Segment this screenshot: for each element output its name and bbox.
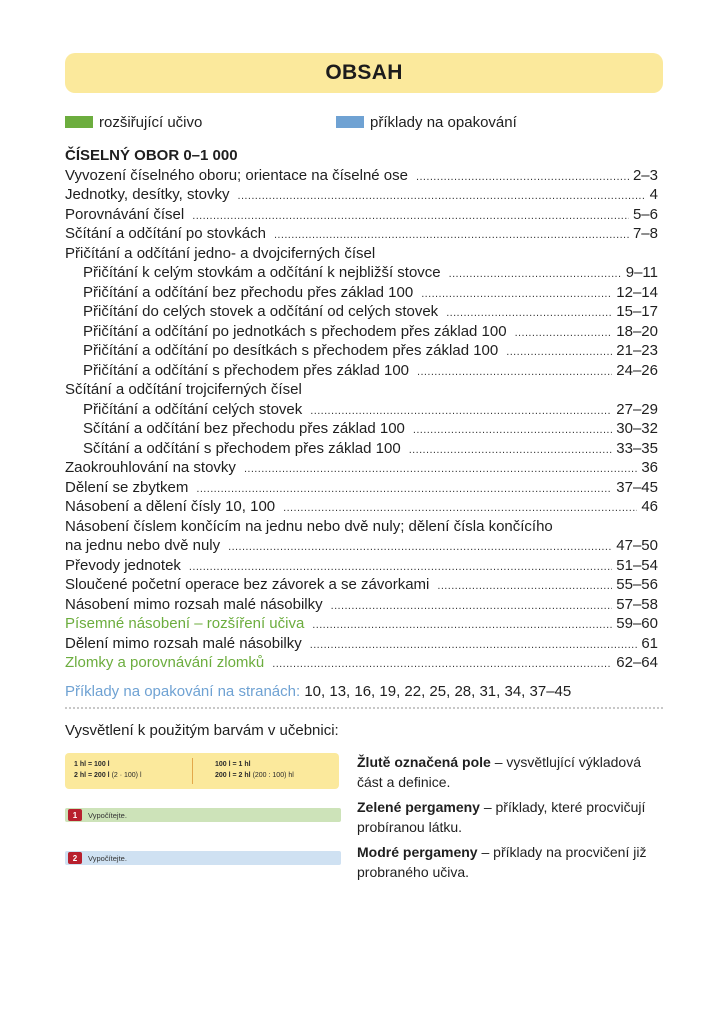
toc-label: Sloučené početní operace bez závorek a se závorkami	[65, 576, 430, 593]
toc-label: Porovnávání čísel	[65, 205, 185, 223]
toc-entry-extension[interactable]	[65, 653, 658, 673]
leader-dots	[413, 421, 612, 441]
exercise-instruction: Vypočítejte.	[88, 810, 127, 820]
color-explanation-title: Vysvětlení k použitým barvám v učebnici:	[65, 722, 339, 739]
toc-pages: 37–45	[616, 478, 658, 496]
green-description	[357, 797, 667, 837]
exercise-number-badge: 2	[68, 852, 82, 864]
leader-dots	[274, 226, 629, 246]
toc-entry[interactable]	[65, 302, 658, 322]
toc-entry[interactable]	[65, 536, 658, 556]
sample-text: 2 hl = 200 l	[74, 772, 110, 779]
sample-text: 100 l = 1 hl	[215, 761, 251, 768]
toc-entry[interactable]	[65, 322, 658, 342]
exercise-instruction: Vypočítejte.	[88, 853, 127, 863]
toc-pages: 7–8	[632, 225, 658, 242]
toc-entry[interactable]	[65, 224, 658, 244]
toc-label: Přičítání a odčítání po desítkách s přechodem přes základ 100	[83, 342, 499, 359]
toc-pages: 55–56	[616, 576, 658, 593]
toc-pages: 2–3	[632, 166, 658, 184]
sample-text: (200 : 100) hl	[252, 772, 294, 779]
toc-entry[interactable]	[65, 575, 658, 595]
leader-dots	[515, 324, 613, 344]
toc-section	[65, 244, 658, 264]
toc-pages: 46	[641, 498, 658, 515]
toc-label: Přičítání a odčítání jedno- a dvojciferných čísel	[65, 244, 376, 262]
toc-entry[interactable]	[65, 478, 658, 498]
sample-text: 200 l = 2 hl	[215, 772, 251, 779]
toc-entry[interactable]	[65, 439, 658, 459]
page-title: OBSAH	[325, 61, 403, 84]
toc-entry[interactable]	[65, 205, 658, 225]
legend-green-label: rozšiřující učivo	[99, 113, 203, 131]
leader-dots	[244, 460, 637, 480]
leader-dots	[238, 187, 646, 207]
toc-label: Násobení a dělení čísly 10, 100	[65, 498, 276, 515]
toc-label: Písemné násobení – rozšíření učiva	[65, 615, 305, 632]
leader-dots	[331, 597, 613, 617]
blue-parchment-sample	[65, 851, 341, 865]
divider	[65, 707, 663, 709]
toc-label: na jednu nebo dvě nuly	[65, 537, 221, 554]
toc-label: Sčítání a odčítání s přechodem přes základ 100	[83, 439, 401, 457]
blue-swatch	[336, 116, 364, 128]
leader-dots	[416, 168, 629, 188]
sample-text: 1 hl = 100 l	[74, 761, 110, 768]
toc-pages: 62–64	[616, 654, 658, 671]
exercise-number-badge: 1	[68, 809, 82, 821]
leader-dots	[421, 285, 612, 305]
toc-label: Sčítání a odčítání po stovkách	[65, 225, 266, 242]
title-bar	[65, 53, 663, 93]
leader-dots	[310, 636, 638, 656]
desc-term: Žlutě označená pole	[357, 754, 491, 770]
toc-entry[interactable]	[65, 185, 658, 205]
toc-entry[interactable]	[65, 263, 658, 283]
toc-label: Přičítání do celých stovek a odčítání od celých stovek	[83, 303, 439, 320]
green-swatch	[65, 116, 93, 128]
legend-blue-label: příklady na opakování	[370, 113, 517, 131]
sample-right-column	[215, 759, 294, 781]
toc-heading: ČÍSELNÝ OBOR 0–1 000	[65, 147, 238, 164]
legend-green	[65, 113, 202, 131]
toc-label: Jednotky, desítky, stovky	[65, 186, 230, 203]
leader-dots	[437, 577, 612, 597]
toc-label: Násobení mimo rozsah malé násobilky	[65, 595, 323, 613]
toc-entry[interactable]	[65, 634, 658, 654]
toc-pages: 61	[641, 634, 658, 652]
review-pages-line	[65, 683, 571, 700]
toc-pages: 57–58	[616, 595, 658, 613]
table-of-contents	[65, 146, 658, 673]
toc-pages: 59–60	[616, 615, 658, 632]
toc-section	[65, 380, 658, 400]
toc-entry[interactable]	[65, 419, 658, 439]
leader-dots	[283, 499, 637, 519]
yellow-description	[357, 752, 667, 792]
toc-label: Přičítání a odčítání bez přechodu přes základ 100	[83, 283, 414, 301]
leader-dots	[417, 363, 612, 383]
sample-text: (2 · 100) l	[111, 772, 142, 779]
toc-label: Sčítání a odčítání bez přechodu přes základ 100	[83, 420, 405, 437]
toc-pages: 36	[641, 459, 658, 476]
toc-pages: 24–26	[616, 361, 658, 379]
toc-label: Násobení číslem končícím na jednu nebo dvě nuly; dělení čísla končícího	[65, 517, 553, 535]
blue-description	[357, 842, 667, 882]
toc-pages: 30–32	[616, 420, 658, 437]
desc-text: – příklady, které procvičují probíranou látku.	[357, 799, 646, 835]
desc-term: Modré pergameny	[357, 844, 478, 860]
toc-pages: 15–17	[616, 303, 658, 320]
toc-entry[interactable]	[65, 283, 658, 303]
leader-dots	[228, 538, 612, 558]
toc-entry-extension[interactable]	[65, 614, 658, 634]
toc-entry[interactable]	[65, 341, 658, 361]
toc-label: Zaokrouhlování na stovky	[65, 459, 236, 476]
leader-dots	[409, 441, 613, 461]
leader-dots	[312, 616, 612, 636]
leader-dots	[449, 265, 622, 285]
toc-entry-first-line	[65, 517, 658, 537]
sample-left-column	[74, 759, 142, 781]
toc-entry[interactable]	[65, 166, 658, 186]
toc-entry[interactable]	[65, 556, 658, 576]
toc-label: Převody jednotek	[65, 556, 181, 574]
toc-pages: 18–20	[616, 322, 658, 340]
yellow-field-sample	[65, 753, 339, 789]
toc-label: Dělení se zbytkem	[65, 478, 189, 496]
leader-dots	[506, 343, 612, 363]
desc-text: – příklady na procvičení již probraného učiva.	[357, 844, 647, 880]
toc-pages: 51–54	[616, 556, 658, 574]
toc-label: Sčítání a odčítání trojciferných čísel	[65, 381, 302, 398]
toc-pages: 27–29	[616, 400, 658, 418]
review-pages-list: 10, 13, 16, 19, 22, 25, 28, 31, 34, 37–45	[304, 683, 572, 700]
toc-label: Přičítání a odčítání celých stovek	[83, 400, 303, 418]
toc-pages: 33–35	[616, 439, 658, 457]
review-pages-label: Příklady na opakování na stranách:	[65, 683, 301, 700]
toc-pages: 21–23	[616, 342, 658, 359]
toc-label: Vyvození číselného oboru; orientace na číselné ose	[65, 166, 408, 184]
sample-divider	[192, 758, 193, 784]
toc-pages: 9–11	[625, 264, 658, 281]
toc-label: Přičítání a odčítání s přechodem přes základ 100	[83, 361, 410, 379]
toc-label: Dělení mimo rozsah malé násobilky	[65, 634, 302, 652]
toc-pages: 47–50	[616, 537, 658, 554]
toc-entry[interactable]	[65, 361, 658, 381]
toc-pages: 4	[649, 186, 658, 203]
toc-entry[interactable]	[65, 400, 658, 420]
desc-term: Zelené pergameny	[357, 799, 480, 815]
toc-label: Zlomky a porovnávání zlomků	[65, 654, 265, 671]
legend-blue	[336, 113, 517, 131]
toc-entry[interactable]	[65, 458, 658, 478]
desc-text: – vysvětlující výkladová část a definice.	[357, 754, 641, 790]
toc-entry[interactable]	[65, 595, 658, 615]
toc-entry[interactable]	[65, 497, 658, 517]
toc-pages: 5–6	[632, 205, 658, 223]
leader-dots	[272, 655, 612, 675]
toc-label: Přičítání k celým stovkám a odčítání k nejbližší stovce	[83, 264, 441, 281]
green-parchment-sample	[65, 808, 341, 822]
toc-label: Přičítání a odčítání po jednotkách s přechodem přes základ 100	[83, 322, 507, 340]
toc-pages: 12–14	[616, 283, 658, 301]
